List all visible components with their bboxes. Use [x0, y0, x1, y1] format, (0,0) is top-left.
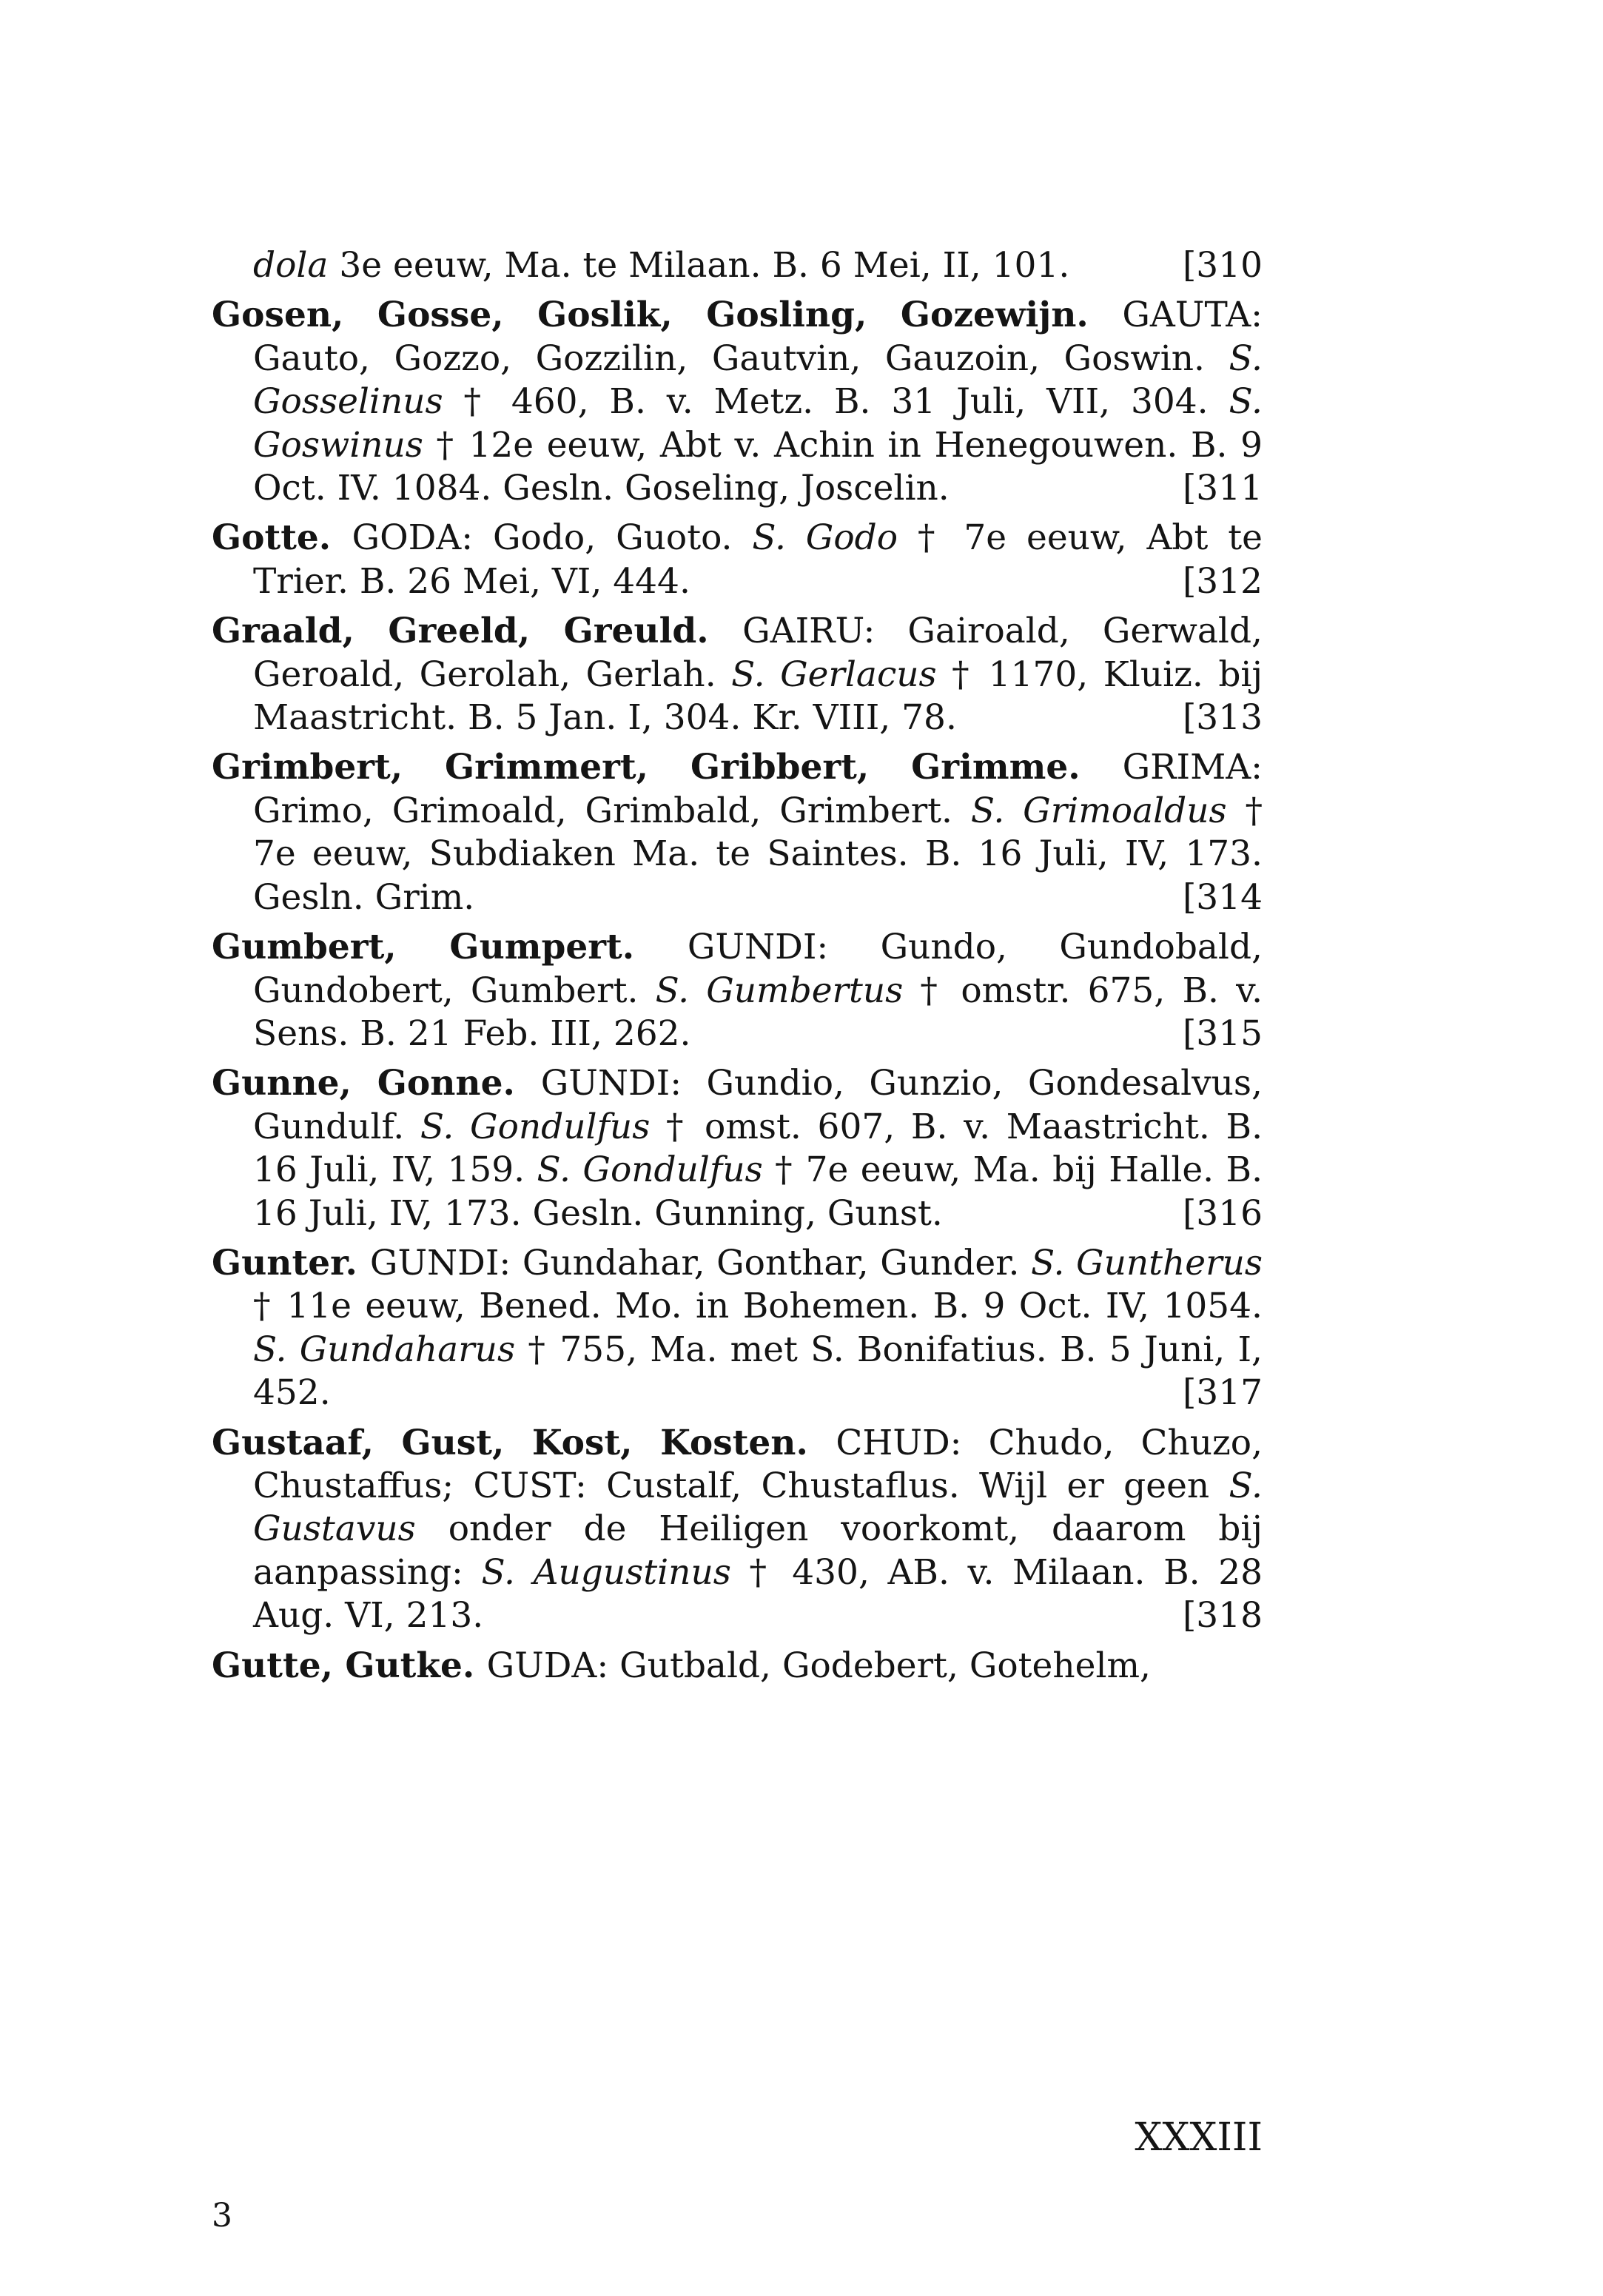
entry-reference-number: [311 — [1182, 468, 1263, 509]
entry-headword: Gustaaf, Gust, Kost, Kosten. — [212, 1422, 836, 1463]
entry-body: CHUD: Chudo, Chuzo, Chustaffus; CUST: Custalf, Chustaflus. Wijl er geen S. Gustavus onder de Heiligen voorkomt, daarom bij aanpassing: S. Augustinus † 430, AB. v. Milaan. B. 28 Aug. VI, 213. — [253, 1422, 1263, 1637]
entry-body: GODA: Godo, Guoto. S. Godo † 7e eeuw, Abt te Trier. B. 26 Mei, VI, 444. — [253, 517, 1263, 602]
entry-headword: Gunne, Gonne. — [212, 1063, 541, 1104]
entry-headword: Grimbert, Grimmert, Gribbert, Grimme. — [212, 747, 1123, 788]
entry-body: GUNDI: Gundo, Gundobald, Gundobert, Gumbert. S. Gumbertus † omstr. 675, B. v. Sens. B. 21 Feb. III, 262. — [253, 927, 1263, 1054]
entry-headword: Gutte, Gutke. — [212, 1645, 487, 1686]
dictionary-entry — [212, 746, 1263, 919]
entry-headword: Graald, Greeld, Greuld. — [212, 611, 743, 652]
dictionary-entry — [212, 1062, 1263, 1235]
dictionary-entry — [212, 1242, 1263, 1415]
entry-headword: Gunter. — [212, 1242, 370, 1283]
dictionary-entry — [212, 610, 1263, 739]
entry-reference-number: [312 — [1182, 560, 1263, 602]
entry-body: GUNDI: Gundio, Gunzio, Gondesalvus, Gundulf. S. Gondulfus † omst. 607, B. v. Maastricht. B. 16 Juli, IV, 159. S. Gondulfus † 7e eeuw, Ma. bij Halle. B. 16 Juli, IV, 173. Gesln. Gunning, Gunst. — [253, 1063, 1263, 1234]
entry-body: GUNDI: Gundahar, Gonthar, Gunder. S. Guntherus † 11e eeuw, Bened. Mo. in Bohemen. B. 9 Oct. IV, 1054. S. Gundaharus † 755, Ma. met S. Bonifatius. B. 5 Juni, I, 452. — [253, 1242, 1263, 1414]
signature-mark: 3 — [212, 2197, 232, 2235]
entry-headword: Gotte. — [212, 517, 352, 559]
dictionary-text — [212, 244, 1263, 1694]
entry-reference-number: [315 — [1182, 1013, 1263, 1054]
dictionary-entry — [212, 517, 1263, 603]
entry-body: GAUTA: Gauto, Gozzo, Gozzilin, Gautvin, Gauzoin, Goswin. S. Gosselinus † 460, B. v. Metz. B. 31 Juli, VII, 304. S. Goswinus † 12e eeuw, Abt v. Achin in Henegouwen. B. 9 Oct. IV. 1084. Gesln. Goseling, Joscelin. — [253, 295, 1263, 509]
entry-body: GAIRU: Gairoald, Gerwald, Geroald, Gerolah, Gerlah. S. Gerlacus † 1170, Kluiz. bij Maastricht. B. 5 Jan. I, 304. Kr. VIII, 78. — [253, 611, 1263, 739]
entry-reference-number: [317 — [1182, 1372, 1263, 1414]
dictionary-entry — [212, 1422, 1263, 1638]
entry-reference-number: [313 — [1182, 697, 1263, 739]
entry-reference-number: [318 — [1182, 1595, 1263, 1637]
dictionary-entry — [212, 1645, 1263, 1688]
dictionary-entry — [212, 294, 1263, 510]
entry-reference-number: [310 — [1182, 245, 1263, 286]
entry-body: dola 3e eeuw, Ma. te Milaan. B. 6 Mei, II, 101. — [253, 245, 1070, 286]
page-number: XXXIII — [1135, 2115, 1263, 2160]
entry-headword: Gumbert, Gumpert. — [212, 927, 688, 968]
entry-headword: Gosen, Gosse, Goslik, Gosling, Gozewijn. — [212, 295, 1123, 336]
dictionary-entry — [212, 244, 1263, 287]
entry-reference-number: [314 — [1182, 876, 1263, 918]
entry-body: GUDA: Gutbald, Godebert, Gotehelm, — [486, 1645, 1151, 1686]
entry-body: GRIMA: Grimo, Grimoald, Grimbald, Grimbert. S. Grimoaldus † 7e eeuw, Subdiaken Ma. te Saintes. B. 16 Juli, IV, 173. Gesln. Grim. — [253, 747, 1263, 918]
entry-reference-number: [316 — [1182, 1192, 1263, 1234]
dictionary-entry — [212, 926, 1263, 1055]
